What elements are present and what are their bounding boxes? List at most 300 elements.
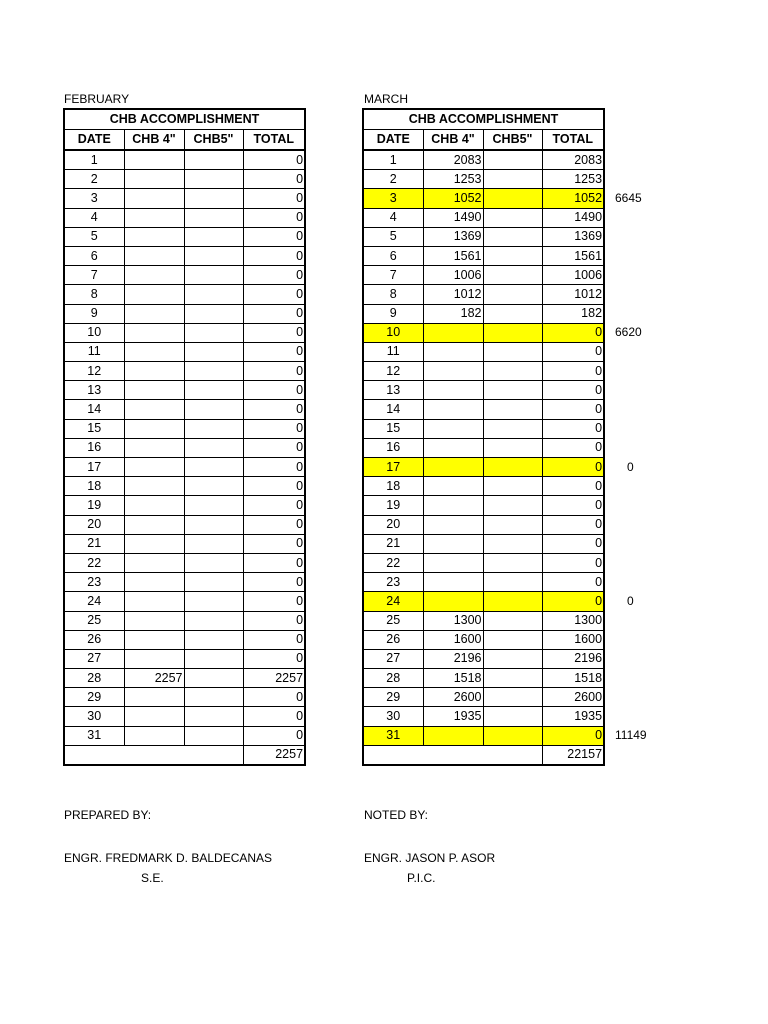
march-chb4-cell: 1490	[423, 208, 483, 227]
march-total-cell: 0	[542, 477, 604, 496]
february-table-row	[64, 381, 305, 400]
february-date-cell: 15	[64, 419, 124, 438]
february-table-row	[64, 208, 305, 227]
march-table-row	[363, 707, 604, 726]
february-total-cell: 0	[243, 362, 305, 381]
february-total-cell: 0	[243, 208, 305, 227]
march-total-cell: 0	[542, 381, 604, 400]
february-chb5-cell	[184, 438, 243, 457]
february-date-cell: 10	[64, 323, 124, 342]
noted-by-label: NOTED BY:	[364, 808, 429, 822]
february-date-cell: 3	[64, 189, 124, 208]
february-chb5-cell	[184, 515, 243, 534]
february-chb4-cell	[124, 458, 184, 477]
march-chb5-cell	[483, 362, 542, 381]
march-table-row	[363, 381, 604, 400]
february-table-row	[64, 342, 305, 361]
prepared-by-name: ENGR. FREDMARK D. BALDECANAS	[64, 851, 273, 865]
february-date-cell: 6	[64, 246, 124, 265]
february-table-row	[64, 707, 305, 726]
march-date-cell: 7	[363, 266, 423, 285]
march-chb4-cell: 182	[423, 304, 483, 323]
february-date-cell: 28	[64, 669, 124, 688]
march-total-cell: 1369	[542, 227, 604, 246]
march-chb4-cell: 1006	[423, 266, 483, 285]
february-chb4-cell	[124, 496, 184, 515]
march-chb5-cell	[483, 726, 542, 745]
february-chb5-cell	[184, 688, 243, 707]
march-table-row	[363, 170, 604, 189]
march-date-cell: 6	[363, 246, 423, 265]
march-chb5-cell	[483, 400, 542, 419]
march-date-cell: 13	[363, 381, 423, 400]
march-chb5-cell	[483, 553, 542, 572]
february-table-row	[64, 611, 305, 630]
february-table-row	[64, 534, 305, 553]
march-date-cell: 9	[363, 304, 423, 323]
march-date-cell: 5	[363, 227, 423, 246]
february-chb4-cell	[124, 246, 184, 265]
march-accomplishment-table	[362, 108, 605, 766]
february-chb5-cell	[184, 285, 243, 304]
february-chb4-cell	[124, 419, 184, 438]
march-table-row	[363, 592, 604, 611]
march-header-total: TOTAL	[542, 130, 604, 151]
march-grand-total: 22157	[542, 745, 604, 765]
march-total-cell: 1300	[542, 611, 604, 630]
march-chb5-cell	[483, 496, 542, 515]
march-chb5-cell	[483, 342, 542, 361]
march-chb4-cell: 1561	[423, 246, 483, 265]
february-chb4-cell	[124, 573, 184, 592]
february-total-cell: 0	[243, 400, 305, 419]
march-total-cell: 0	[542, 400, 604, 419]
february-chb5-cell	[184, 189, 243, 208]
march-chb5-cell	[483, 246, 542, 265]
february-chb5-cell	[184, 208, 243, 227]
february-chb4-cell	[124, 688, 184, 707]
february-table-row	[64, 592, 305, 611]
february-total-cell: 0	[243, 419, 305, 438]
march-date-cell: 16	[363, 438, 423, 457]
march-table-row	[363, 285, 604, 304]
february-date-cell: 31	[64, 726, 124, 745]
february-chb4-cell	[124, 534, 184, 553]
february-chb5-cell	[184, 553, 243, 572]
march-running-subtotal-note: 0	[627, 593, 634, 608]
february-table-row	[64, 170, 305, 189]
february-table-row	[64, 553, 305, 572]
february-table-row	[64, 688, 305, 707]
february-date-cell: 4	[64, 208, 124, 227]
february-date-cell: 25	[64, 611, 124, 630]
february-table-row	[64, 304, 305, 323]
march-date-cell: 1	[363, 150, 423, 170]
march-total-cell: 1052	[542, 189, 604, 208]
february-total-cell: 0	[243, 688, 305, 707]
february-table-title: CHB ACCOMPLISHMENT	[64, 109, 305, 130]
march-date-cell: 3	[363, 189, 423, 208]
march-chb4-cell	[423, 534, 483, 553]
february-date-cell: 17	[64, 458, 124, 477]
march-total-cell: 0	[542, 726, 604, 745]
march-chb5-cell	[483, 266, 542, 285]
march-total-cell: 1490	[542, 208, 604, 227]
february-date-cell: 19	[64, 496, 124, 515]
february-date-cell: 26	[64, 630, 124, 649]
march-date-cell: 12	[363, 362, 423, 381]
march-table-row	[363, 458, 604, 477]
march-chb4-cell	[423, 515, 483, 534]
february-chb4-cell	[124, 611, 184, 630]
february-date-cell: 23	[64, 573, 124, 592]
february-grand-total: 2257	[243, 745, 305, 765]
march-chb4-cell	[423, 573, 483, 592]
february-total-cell: 0	[243, 266, 305, 285]
march-running-subtotal-note: 6645	[615, 190, 642, 205]
march-total-cell: 2600	[542, 688, 604, 707]
march-total-cell: 0	[542, 342, 604, 361]
february-grand-total-row	[64, 745, 305, 765]
february-table-row	[64, 266, 305, 285]
march-date-cell: 11	[363, 342, 423, 361]
march-chb4-cell: 1052	[423, 189, 483, 208]
march-chb5-cell	[483, 649, 542, 668]
february-total-cell: 0	[243, 611, 305, 630]
march-running-subtotal-note: 11149	[615, 728, 647, 743]
february-total-cell: 0	[243, 342, 305, 361]
february-chb4-cell	[124, 707, 184, 726]
march-chb5-cell	[483, 458, 542, 477]
february-chb5-cell	[184, 649, 243, 668]
february-header-total: TOTAL	[243, 130, 305, 151]
march-chb4-cell	[423, 458, 483, 477]
february-table-row	[64, 323, 305, 342]
february-header-chb5: CHB5"	[184, 130, 243, 151]
february-chb5-cell	[184, 726, 243, 745]
march-total-cell: 0	[542, 458, 604, 477]
february-chb4-cell	[124, 515, 184, 534]
march-table-row	[363, 208, 604, 227]
march-chb4-cell: 2083	[423, 150, 483, 170]
march-chb5-cell	[483, 285, 542, 304]
march-table-row	[363, 304, 604, 323]
march-month-label: MARCH	[364, 92, 408, 106]
march-chb5-cell	[483, 630, 542, 649]
march-total-cell: 1600	[542, 630, 604, 649]
march-chb5-cell	[483, 438, 542, 457]
february-chb5-cell	[184, 477, 243, 496]
march-total-cell: 1561	[542, 246, 604, 265]
february-chb5-cell	[184, 496, 243, 515]
february-total-cell: 0	[243, 477, 305, 496]
march-chb4-cell	[423, 496, 483, 515]
february-chb4-cell	[124, 304, 184, 323]
february-chb5-cell	[184, 150, 243, 170]
february-date-cell: 20	[64, 515, 124, 534]
february-chb5-cell	[184, 400, 243, 419]
march-date-cell: 18	[363, 477, 423, 496]
february-header-chb4: CHB 4"	[124, 130, 184, 151]
february-chb4-cell	[124, 400, 184, 419]
february-date-cell: 18	[64, 477, 124, 496]
february-chb4-cell	[124, 227, 184, 246]
prepared-by-label: PREPARED BY:	[64, 808, 152, 822]
february-total-cell: 0	[243, 630, 305, 649]
march-table-row	[363, 438, 604, 457]
february-chb4-cell	[124, 170, 184, 189]
march-table-row	[363, 630, 604, 649]
february-total-cell: 0	[243, 170, 305, 189]
march-total-cell: 1253	[542, 170, 604, 189]
march-chb5-cell	[483, 189, 542, 208]
prepared-by-title: S.E.	[141, 871, 164, 885]
february-chb5-cell	[184, 669, 243, 688]
february-total-cell: 0	[243, 515, 305, 534]
march-total-cell: 0	[542, 553, 604, 572]
march-date-cell: 21	[363, 534, 423, 553]
march-chb5-cell	[483, 304, 542, 323]
february-chb4-cell	[124, 342, 184, 361]
march-date-cell: 8	[363, 285, 423, 304]
february-date-cell: 2	[64, 170, 124, 189]
february-date-cell: 27	[64, 649, 124, 668]
march-table-row	[363, 553, 604, 572]
march-chb4-cell	[423, 400, 483, 419]
february-chb5-cell	[184, 707, 243, 726]
march-chb4-cell	[423, 592, 483, 611]
march-chb4-cell	[423, 726, 483, 745]
february-chb5-cell	[184, 419, 243, 438]
march-table-row	[363, 534, 604, 553]
march-table-row	[363, 400, 604, 419]
february-date-cell: 24	[64, 592, 124, 611]
february-total-cell: 2257	[243, 669, 305, 688]
february-table-row	[64, 438, 305, 457]
march-chb5-cell	[483, 515, 542, 534]
february-chb4-cell	[124, 189, 184, 208]
february-chb4-cell	[124, 381, 184, 400]
march-date-cell: 10	[363, 323, 423, 342]
march-chb5-cell	[483, 208, 542, 227]
march-date-cell: 20	[363, 515, 423, 534]
march-table-row	[363, 342, 604, 361]
march-chb5-cell	[483, 669, 542, 688]
noted-by-title: P.I.C.	[407, 871, 436, 885]
february-grand-total-spacer	[64, 745, 243, 765]
march-header-chb4: CHB 4"	[423, 130, 483, 151]
march-date-cell: 26	[363, 630, 423, 649]
march-chb4-cell: 1300	[423, 611, 483, 630]
february-table-row	[64, 496, 305, 515]
february-chb4-cell	[124, 266, 184, 285]
march-date-cell: 22	[363, 553, 423, 572]
february-date-cell: 14	[64, 400, 124, 419]
march-chb4-cell	[423, 553, 483, 572]
march-chb4-cell	[423, 438, 483, 457]
february-chb5-cell	[184, 611, 243, 630]
march-chb4-cell: 1518	[423, 669, 483, 688]
march-total-cell: 0	[542, 496, 604, 515]
february-chb5-cell	[184, 227, 243, 246]
february-header-date: DATE	[64, 130, 124, 151]
february-chb5-cell	[184, 266, 243, 285]
february-date-cell: 29	[64, 688, 124, 707]
february-total-cell: 0	[243, 304, 305, 323]
february-table-row	[64, 649, 305, 668]
march-chb4-cell: 1369	[423, 227, 483, 246]
february-total-cell: 0	[243, 246, 305, 265]
february-table-row	[64, 400, 305, 419]
february-table-row	[64, 189, 305, 208]
march-chb5-cell	[483, 150, 542, 170]
february-date-cell: 7	[64, 266, 124, 285]
february-table-row	[64, 477, 305, 496]
february-table-row	[64, 285, 305, 304]
february-table-row	[64, 246, 305, 265]
march-total-cell: 2196	[542, 649, 604, 668]
february-table-row	[64, 573, 305, 592]
february-table-row	[64, 419, 305, 438]
february-chb5-cell	[184, 246, 243, 265]
february-chb5-cell	[184, 534, 243, 553]
march-chb4-cell: 2600	[423, 688, 483, 707]
february-total-cell: 0	[243, 285, 305, 304]
february-date-cell: 1	[64, 150, 124, 170]
march-running-subtotal-note: 0	[627, 459, 634, 474]
march-chb4-cell	[423, 477, 483, 496]
march-table-row	[363, 649, 604, 668]
march-table-row	[363, 573, 604, 592]
february-chb4-cell	[124, 553, 184, 572]
february-table-row	[64, 669, 305, 688]
march-total-cell: 0	[542, 515, 604, 534]
march-chb4-cell	[423, 342, 483, 361]
february-chb4-cell	[124, 150, 184, 170]
march-chb4-cell	[423, 381, 483, 400]
february-chb5-cell	[184, 304, 243, 323]
march-date-cell: 25	[363, 611, 423, 630]
february-chb4-cell	[124, 362, 184, 381]
february-month-label: FEBRUARY	[64, 92, 130, 106]
february-total-cell: 0	[243, 438, 305, 457]
march-chb5-cell	[483, 611, 542, 630]
february-date-cell: 16	[64, 438, 124, 457]
february-chb4-cell	[124, 438, 184, 457]
february-total-cell: 0	[243, 553, 305, 572]
march-chb5-cell	[483, 170, 542, 189]
march-grand-total-row	[363, 745, 604, 765]
march-table-row	[363, 246, 604, 265]
february-date-cell: 8	[64, 285, 124, 304]
march-date-cell: 4	[363, 208, 423, 227]
march-chb5-cell	[483, 381, 542, 400]
february-chb5-cell	[184, 323, 243, 342]
march-date-cell: 17	[363, 458, 423, 477]
february-total-cell: 0	[243, 726, 305, 745]
march-table-row	[363, 419, 604, 438]
march-total-cell: 1006	[542, 266, 604, 285]
march-date-cell: 30	[363, 707, 423, 726]
march-chb4-cell: 1935	[423, 707, 483, 726]
february-total-cell: 0	[243, 323, 305, 342]
march-total-cell: 0	[542, 323, 604, 342]
march-date-cell: 19	[363, 496, 423, 515]
february-table-row	[64, 362, 305, 381]
february-total-cell: 0	[243, 458, 305, 477]
march-table-row	[363, 150, 604, 170]
march-total-cell: 0	[542, 419, 604, 438]
february-total-cell: 0	[243, 707, 305, 726]
march-table-row	[363, 189, 604, 208]
march-chb4-cell: 1012	[423, 285, 483, 304]
february-total-cell: 0	[243, 649, 305, 668]
february-chb4-cell	[124, 285, 184, 304]
february-chb5-cell	[184, 381, 243, 400]
february-date-cell: 5	[64, 227, 124, 246]
february-date-cell: 11	[64, 342, 124, 361]
february-table-row	[64, 458, 305, 477]
march-chb5-cell	[483, 419, 542, 438]
february-table-row	[64, 227, 305, 246]
march-grand-total-spacer	[363, 745, 542, 765]
february-total-cell: 0	[243, 189, 305, 208]
february-chb4-cell	[124, 630, 184, 649]
february-chb5-cell	[184, 630, 243, 649]
march-table-row	[363, 726, 604, 745]
march-total-cell: 0	[542, 592, 604, 611]
february-table-row	[64, 726, 305, 745]
february-total-cell: 0	[243, 381, 305, 400]
march-date-cell: 23	[363, 573, 423, 592]
march-chb5-cell	[483, 707, 542, 726]
march-table-row	[363, 688, 604, 707]
march-date-cell: 2	[363, 170, 423, 189]
march-header-chb5: CHB5"	[483, 130, 542, 151]
february-date-cell: 9	[64, 304, 124, 323]
march-table-row	[363, 362, 604, 381]
march-chb4-cell: 1253	[423, 170, 483, 189]
march-chb5-cell	[483, 688, 542, 707]
march-chb5-cell	[483, 227, 542, 246]
february-chb4-cell	[124, 208, 184, 227]
march-table-row	[363, 266, 604, 285]
march-chb4-cell	[423, 362, 483, 381]
march-date-cell: 14	[363, 400, 423, 419]
february-table-row	[64, 630, 305, 649]
march-chb4-cell: 1600	[423, 630, 483, 649]
february-chb5-cell	[184, 573, 243, 592]
march-chb5-cell	[483, 592, 542, 611]
february-chb5-cell	[184, 458, 243, 477]
march-total-cell: 1935	[542, 707, 604, 726]
march-header-date: DATE	[363, 130, 423, 151]
february-total-cell: 0	[243, 592, 305, 611]
february-chb4-cell: 2257	[124, 669, 184, 688]
march-chb4-cell: 2196	[423, 649, 483, 668]
february-table-row	[64, 515, 305, 534]
march-date-cell: 31	[363, 726, 423, 745]
february-chb5-cell	[184, 592, 243, 611]
february-chb5-cell	[184, 170, 243, 189]
february-total-cell: 0	[243, 573, 305, 592]
march-date-cell: 27	[363, 649, 423, 668]
february-total-cell: 0	[243, 227, 305, 246]
march-date-cell: 15	[363, 419, 423, 438]
march-chb4-cell	[423, 323, 483, 342]
march-table-row	[363, 515, 604, 534]
february-total-cell: 0	[243, 534, 305, 553]
